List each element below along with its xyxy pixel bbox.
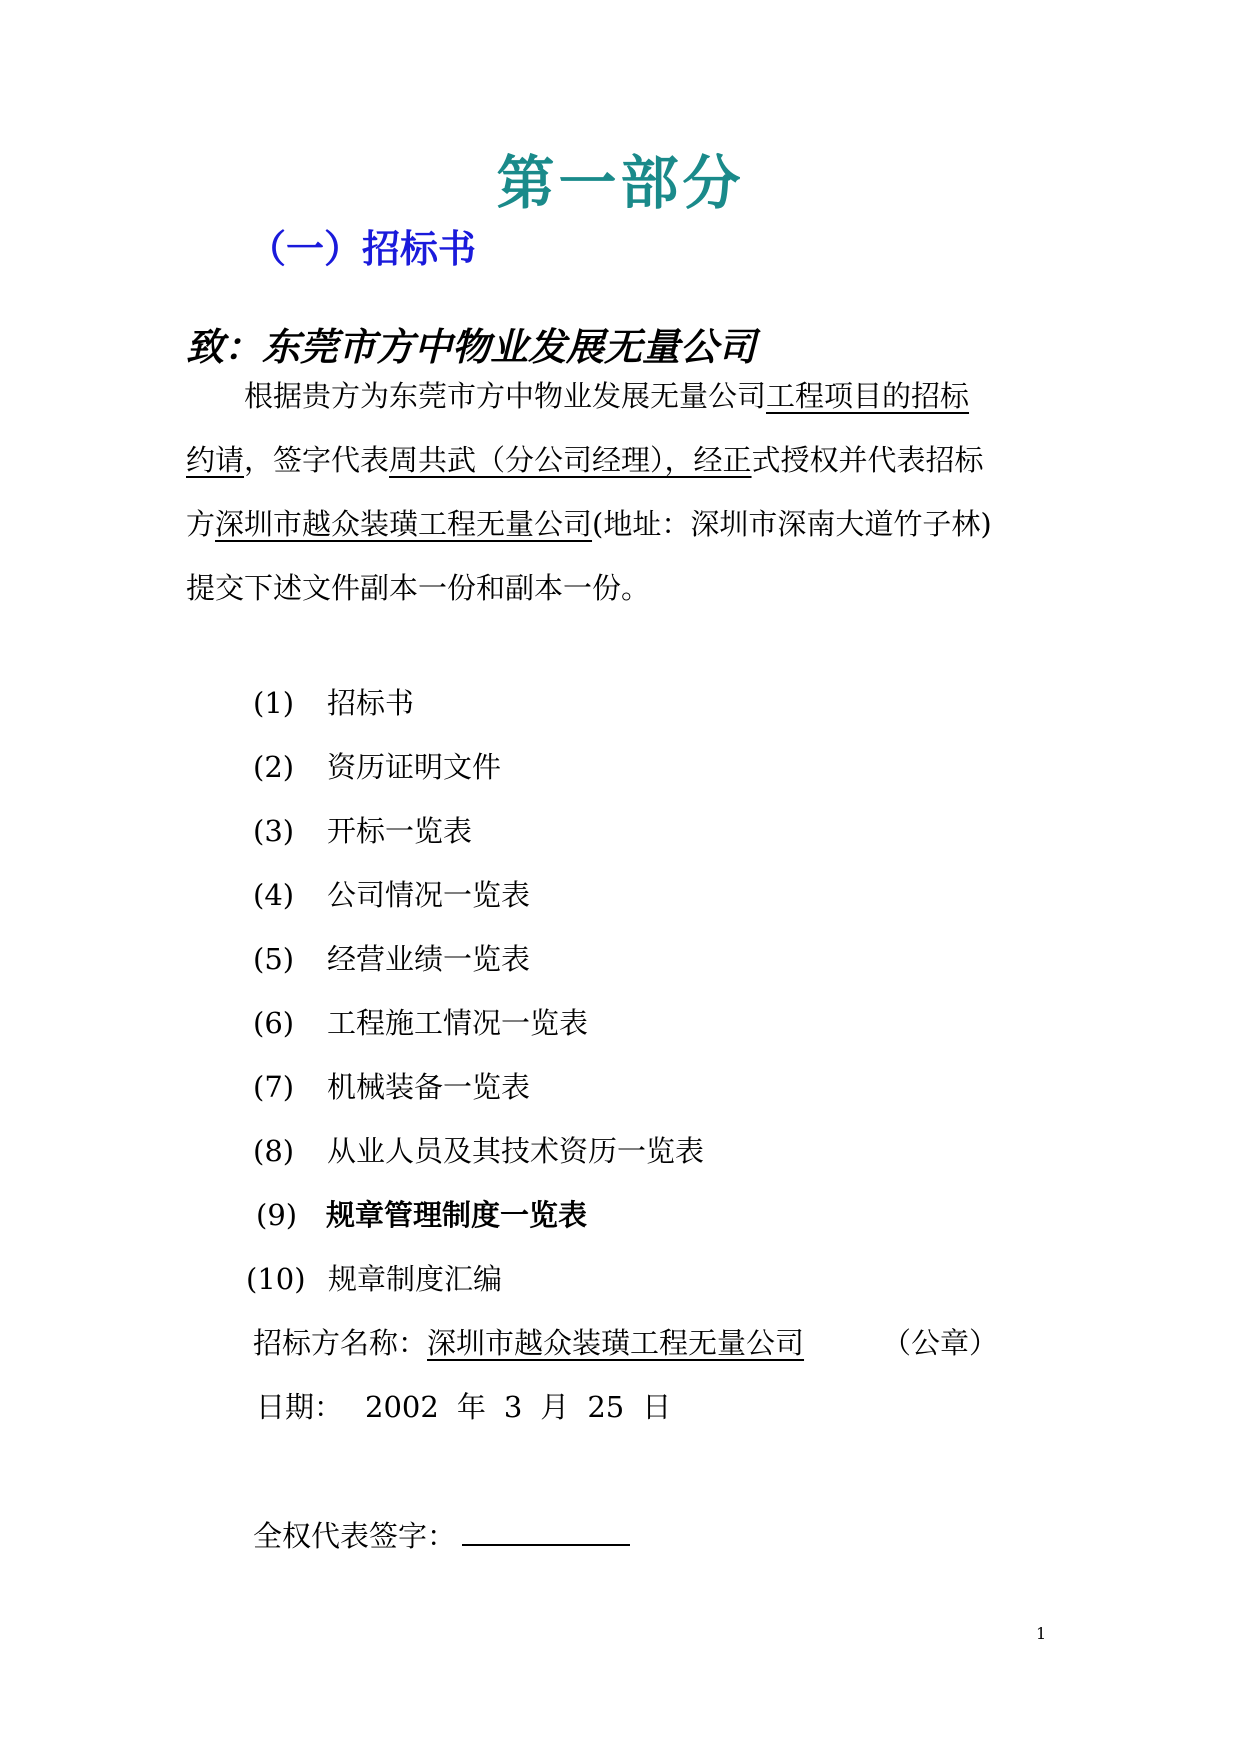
date-year: 2002 xyxy=(365,1390,439,1424)
list-item: (8) 从业人员及其技术资历一览表 xyxy=(253,1134,705,1168)
date-day: 25 xyxy=(587,1390,625,1424)
list-item: (10) 规章制度汇编 xyxy=(246,1262,503,1296)
list-item: (2) 资历证明文件 xyxy=(253,750,502,784)
section-title: （一）招标书 xyxy=(248,227,477,271)
date-label: 日期： xyxy=(256,1390,344,1424)
intro-line-1: 根据贵方为东莞市方中物业发展无量公司工程项目的招标 xyxy=(244,379,970,413)
list-item: (3) 开标一览表 xyxy=(253,814,473,848)
company-seal-text: （公章） xyxy=(882,1326,999,1360)
list-item: (9) 规章管理制度一览表 xyxy=(256,1198,588,1232)
addressee: 致：东莞市方中物业发展无量公司 xyxy=(186,325,757,369)
intro-line-4: 提交下述文件副本一份和副本一份。 xyxy=(186,571,651,605)
list-item: (1) 招标书 xyxy=(253,686,415,720)
intro-paragraph xyxy=(186,364,1066,620)
intro-line-2: 约请，签字代表周共武（分公司经理），经正式授权并代表招标 xyxy=(186,443,984,477)
date-month: 3 xyxy=(503,1390,523,1424)
date-line: 日期： 2002 年 3 月 25 日 xyxy=(256,1390,672,1424)
project-name-underlined: 工程项目的招标 xyxy=(766,379,970,413)
representative-underlined: 周共武（分公司经理），经正 xyxy=(389,443,752,477)
signature-label: 全权代表签字： xyxy=(253,1519,457,1553)
part-title: 第一部分 xyxy=(496,149,745,217)
list-item: (4) 公司情况一览表 xyxy=(253,878,531,912)
intro-line-3: 方深圳市越众装璜工程无量公司(地址：深圳市深南大道竹子林) xyxy=(186,507,992,541)
signature-line xyxy=(253,1514,630,1556)
list-item: (5) 经营业绩一览表 xyxy=(253,942,531,976)
bidder-line xyxy=(253,1323,998,1363)
bidder-name-underlined: 深圳市越众装璜工程无量公司 xyxy=(215,507,593,541)
list-item: (7) 机械装备一览表 xyxy=(253,1070,531,1104)
list-item: (6) 工程施工情况一览表 xyxy=(253,1006,589,1040)
signature-blank[interactable] xyxy=(462,1514,630,1546)
page-number: 1 xyxy=(1036,1624,1047,1643)
bidder-name: 深圳市越众装璜工程无量公司 xyxy=(427,1326,805,1360)
bidder-label: 招标方名称： xyxy=(253,1326,428,1360)
